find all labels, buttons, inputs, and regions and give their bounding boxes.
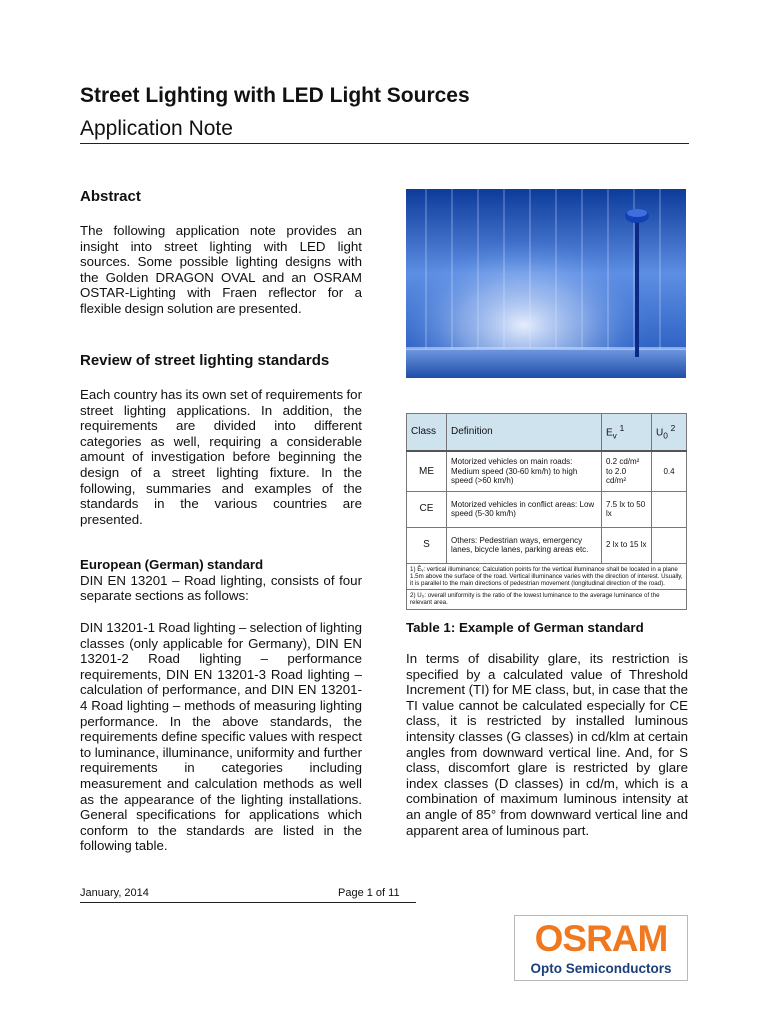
table-header-row [407, 414, 687, 452]
table-row [407, 527, 687, 563]
header-definition: Definition [447, 414, 602, 452]
table-caption: Table 1: Example of German standard [406, 620, 644, 635]
table-footnote-row [407, 590, 687, 609]
row-me-definition: Motorized vehicles on main roads: Medium speed (30-60 km/h) to high speed (>60 km/h) [447, 451, 602, 491]
row-s-ev: 2 lx to 15 lx [602, 527, 652, 563]
abstract-text: The following application note provides an insight into street lighting with LED light sources. Some possible lighting designs with the Golden DRAGON OVAL and an OSRAM OSTAR-Lighting with Fraen reflector for a flexible design solution are presented. [80, 223, 362, 316]
german-standard-table [406, 413, 687, 610]
row-s-definition: Others: Pedestrian ways, emergency lanes, bicycle lanes, parking areas etc. [447, 527, 602, 563]
header-u0: $U_0$ $^2$ [652, 414, 687, 452]
street-lamp-photo [406, 189, 686, 378]
document-title: Street Lighting with LED Light Sources [80, 84, 470, 107]
row-s-u0 [652, 527, 687, 563]
european-intro: DIN EN 13201 – Road lighting, consists of four separate sections as follows: [80, 572, 362, 604]
glare-text: In terms of disability glare, its restriction is specified by a calculated value of Threshold Increment (TI) for ME class, but, in case that the TI value cannot be calculated especially for CE class, it is restricted by installed luminous intensity classes (G classes) in cd/klm at certain angles from downward vertical line. And, for S class, discomfort glare is restricted by glare index classes (D classes) in cd/m, which is a combination of maximum luminous intensity at an angle of 85° from downward vertical line and apparent area of luminous part. [406, 651, 688, 838]
title-divider [80, 143, 689, 144]
header-ev: $E_v$ $^1$ [602, 414, 652, 452]
document-subtitle: Application Note [80, 117, 233, 140]
row-ce-definition: Motorized vehicles in conflict areas: Low speed (5-30 km/h) [447, 491, 602, 527]
row-me-u0: 0.4 [652, 451, 687, 491]
row-ce-ev: 7.5 lx to 50 lx [602, 491, 652, 527]
row-s-class: S [407, 527, 447, 563]
european-heading: European (German) standard [80, 557, 264, 572]
review-text: Each country has its own set of requirements for street lighting applications. In addition, the requirements are divided into different categories as well, requiring a considerable amount of investigation before beginning the design of a street lighting fixture. In the following, summaries and examples of the standards in the various countries are presented. [80, 387, 362, 527]
header-class: Class [407, 414, 447, 452]
row-me-class: ME [407, 451, 447, 491]
table-footnote-2: 2) U₀: overall uniformity is the ratio of the lowest luminance to the average luminance of the relevant area. [407, 590, 687, 609]
european-text: DIN 13201-1 Road lighting – selection of lighting classes (only applicable for Germany), DIN EN 13201-2 Road lighting – performance requirements, DIN EN 13201-3 Road lighting – calculation of performance, and DIN EN 13201-4 Road lighting – methods of measuring lighting performance. In the above standards, the requirements define specific values with respect to luminance, illuminance, uniformity and further requirements in categories including measurement and calculation methods as well as the appearance of the lighting installations. General specifications for applications which conform to the standards are listed in the following table. [80, 620, 362, 854]
footer-page-number: Page 1 of 11 [338, 887, 400, 899]
table-row [407, 451, 687, 491]
row-me-ev: 0.2 cd/m² to 2.0 cd/m² [602, 451, 652, 491]
review-heading: Review of street lighting standards [80, 352, 330, 369]
osram-logo-subtitle: Opto Semiconductors [530, 961, 672, 976]
footer-divider [80, 902, 416, 903]
european-section [80, 557, 362, 604]
table-row [407, 491, 687, 527]
osram-logo [514, 915, 688, 981]
abstract-heading: Abstract [80, 188, 141, 205]
footer-date: January, 2014 [80, 887, 149, 899]
table-footnote-row [407, 563, 687, 590]
row-ce-u0 [652, 491, 687, 527]
row-ce-class: CE [407, 491, 447, 527]
osram-logo-wordmark: OSRAM [534, 918, 668, 959]
table-footnote-1: 1) Ēᵥ: vertical illuminance; Calculation points for the vertical illuminance shall be located in a plane 1.5m above the surface of the road. Vertical illuminance varies with the direction of interest. Usually, it is parallel to the main directions of pedestrian movement (longitudinal direction of the road). [407, 563, 687, 590]
